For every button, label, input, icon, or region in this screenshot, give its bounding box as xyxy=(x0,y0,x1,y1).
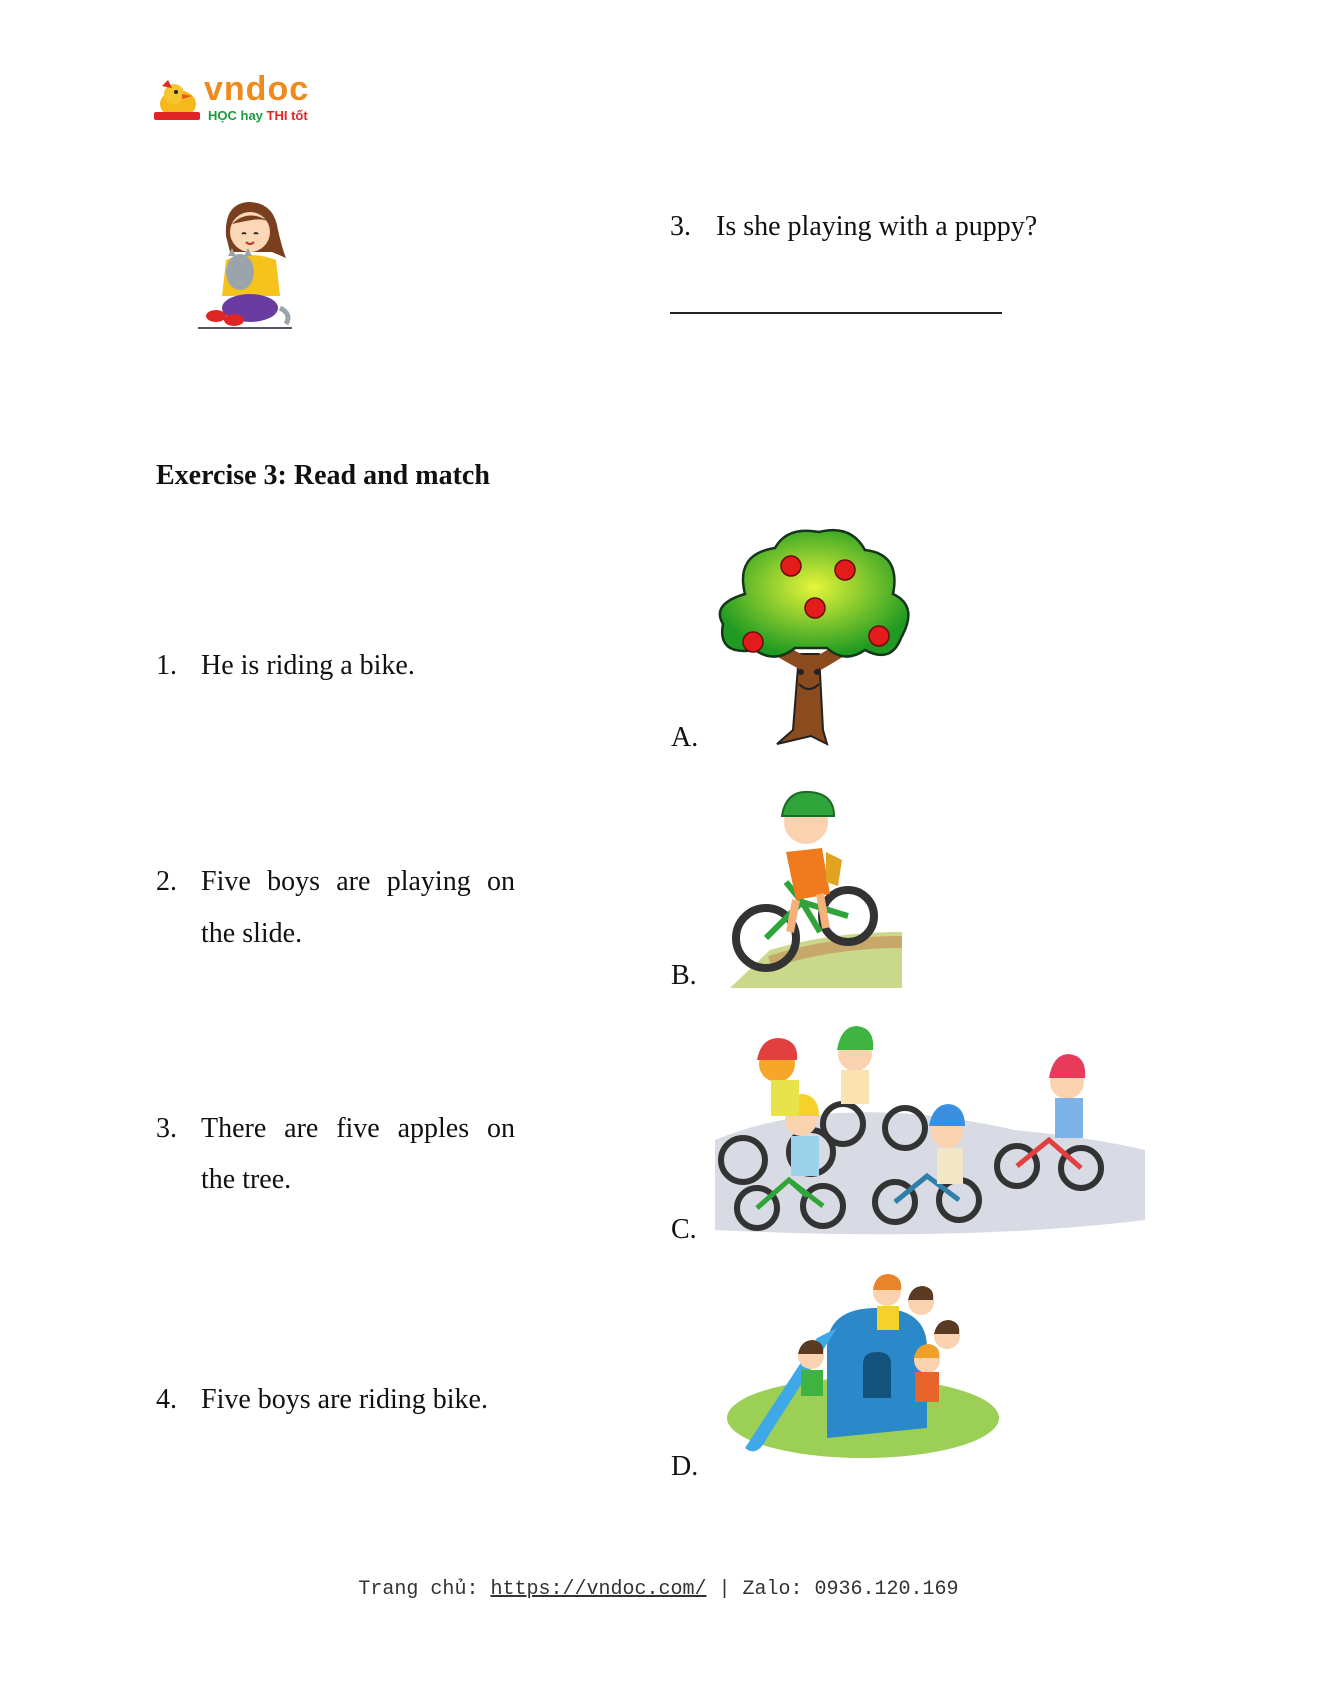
footer-home-label: Trang chủ: xyxy=(358,1578,491,1601)
question-3-number: 3. xyxy=(670,211,691,242)
item-3-text-line2: the tree. xyxy=(201,1164,292,1195)
page-footer xyxy=(0,1578,1317,1601)
option-c-letter: C. xyxy=(671,1214,697,1245)
item-4-text: Five boys are riding bike. xyxy=(201,1384,488,1415)
logo-wordmark: vndoc xyxy=(204,70,310,108)
item-2-text-line2: the slide. xyxy=(201,918,303,949)
children-riding-bikes-picture xyxy=(715,1020,1145,1240)
item-2-text-line1: Five boys are playing on xyxy=(201,866,515,897)
apple-tree-picture xyxy=(715,524,921,746)
option-d-letter: D. xyxy=(671,1451,699,1482)
item-3-number: 3. xyxy=(156,1113,177,1144)
exercise-3-heading: Exercise 3: Read and match xyxy=(156,460,490,491)
children-on-slide-picture xyxy=(727,1268,999,1468)
question-3-answer-line[interactable] xyxy=(670,312,1002,314)
boy-riding-bike-picture xyxy=(730,782,902,988)
option-a-letter: A. xyxy=(671,722,699,753)
item-1-number: 1. xyxy=(156,650,177,681)
footer-separator: | xyxy=(706,1578,743,1601)
item-1-text: He is riding a bike. xyxy=(201,650,415,681)
vndoc-logo[interactable] xyxy=(152,70,322,128)
option-b-letter: B. xyxy=(671,960,697,991)
item-4-number: 4. xyxy=(156,1384,177,1415)
girl-with-cat-picture xyxy=(196,196,296,330)
question-3-text: Is she playing with a puppy? xyxy=(716,211,1038,242)
logo-tagline: HỌC hay THI tốt xyxy=(208,108,308,123)
footer-zalo: Zalo: 0936.120.169 xyxy=(742,1578,959,1601)
item-2-number: 2. xyxy=(156,866,177,897)
item-3-text-line1: There are five apples on xyxy=(201,1113,515,1144)
footer-home-link[interactable]: https://vndoc.com/ xyxy=(490,1578,707,1601)
chick-mascot-icon xyxy=(152,76,204,124)
